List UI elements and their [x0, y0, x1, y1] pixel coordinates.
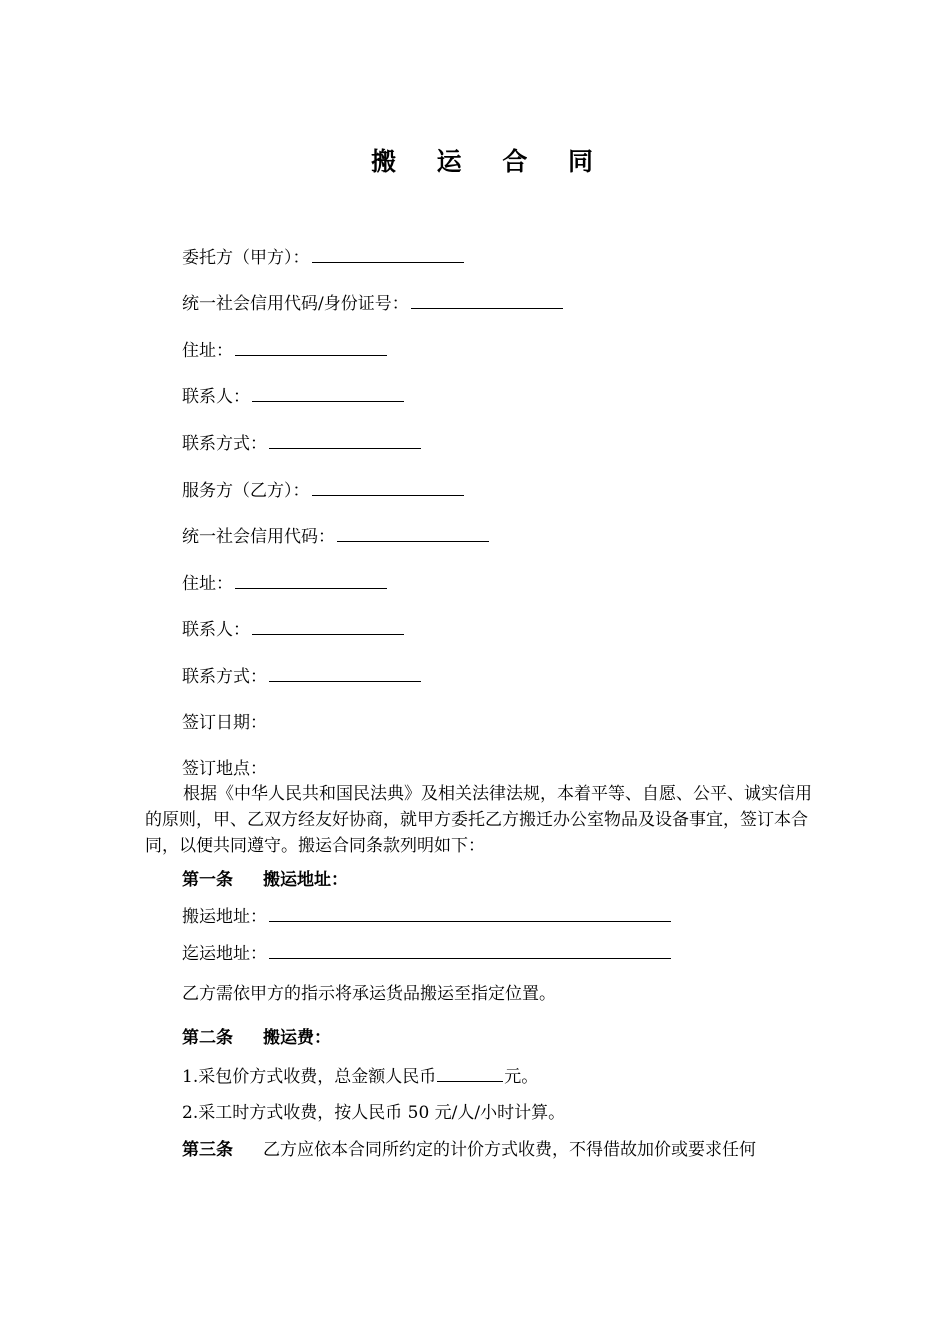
article1-to-label: 迄运地址： — [182, 944, 267, 964]
sign-place-row — [182, 757, 267, 781]
article2-heading — [182, 1026, 331, 1050]
party-a-address-row — [182, 339, 387, 363]
party-a-code-blank — [411, 293, 563, 309]
article1-title: 搬运地址： — [263, 870, 348, 890]
party-a-code-row — [182, 292, 563, 316]
article2-title: 搬运费： — [263, 1028, 331, 1048]
article2-item1-row — [182, 1065, 538, 1089]
party-b-code-row — [182, 525, 489, 549]
article2-item2-row — [182, 1101, 565, 1125]
preamble-paragraph — [145, 781, 825, 859]
party-a-name-row — [182, 246, 464, 270]
party-a-address-label: 住址： — [182, 341, 233, 361]
article1-note-row — [182, 982, 556, 1006]
sign-date-label: 签订日期： — [182, 713, 267, 733]
party-b-contact-blank — [252, 619, 404, 635]
party-b-address-row — [182, 572, 387, 596]
party-a-phone-row — [182, 432, 421, 456]
party-b-contact-row — [182, 618, 404, 642]
article1-note: 乙方需依甲方的指示将承运货品搬运至指定位置。 — [182, 984, 556, 1004]
article1-from-blank — [269, 906, 671, 922]
preamble-text: 根据《中华人民共和国民法典》及相关法律法规，本着平等、自愿、公平、诚实信用的原则，甲、乙双方经友好协商，就甲方委托乙方搬迁办公室物品及设备事宜，签订本合同，以便共同遵守。搬运合同条款列明如下： — [145, 784, 812, 856]
party-a-phone-blank — [269, 433, 421, 449]
article1-number: 第一条 — [182, 870, 233, 890]
party-a-phone-label: 联系方式： — [182, 434, 267, 454]
article3-number: 第三条 — [182, 1140, 233, 1160]
party-a-contact-row — [182, 385, 404, 409]
party-a-name-label: 委托方（甲方）： — [182, 248, 310, 268]
article1-from-row — [182, 905, 671, 929]
party-b-name-row — [182, 479, 464, 503]
party-a-contact-label: 联系人： — [182, 387, 250, 407]
party-a-address-blank — [235, 340, 387, 356]
party-b-phone-blank — [269, 666, 421, 682]
party-a-contact-blank — [252, 386, 404, 402]
article2-item1-before: 1.采包价方式收费，总金额人民币 — [182, 1067, 437, 1087]
article1-from-label: 搬运地址： — [182, 907, 267, 927]
party-b-address-blank — [235, 573, 387, 589]
page-title: 搬 运 合 同 — [370, 147, 610, 176]
article3-row — [182, 1138, 756, 1162]
sign-place-label: 签订地点： — [182, 759, 267, 779]
article3-text: 乙方应依本合同所约定的计价方式收费，不得借故加价或要求任何 — [263, 1140, 756, 1160]
party-b-code-label: 统一社会信用代码： — [182, 527, 335, 547]
article1-to-row — [182, 942, 671, 966]
party-a-name-blank — [312, 247, 464, 263]
sign-date-row — [182, 711, 267, 735]
party-b-contact-label: 联系人： — [182, 620, 250, 640]
article1-heading — [182, 868, 348, 892]
article2-item1-after: 元。 — [504, 1067, 539, 1087]
party-b-phone-label: 联系方式： — [182, 667, 267, 687]
party-b-code-blank — [337, 526, 489, 542]
article2-amount-blank — [437, 1066, 503, 1082]
party-a-code-label: 统一社会信用代码/身份证号： — [182, 294, 409, 314]
party-b-phone-row — [182, 665, 421, 689]
article1-to-blank — [269, 943, 671, 959]
article2-item2: 2.采工时方式收费，按人民币 50 元/人/小时计算。 — [182, 1103, 566, 1123]
article2-number: 第二条 — [182, 1028, 233, 1048]
party-b-name-label: 服务方（乙方）： — [182, 481, 310, 501]
party-b-address-label: 住址： — [182, 574, 233, 594]
party-b-name-blank — [312, 480, 464, 496]
